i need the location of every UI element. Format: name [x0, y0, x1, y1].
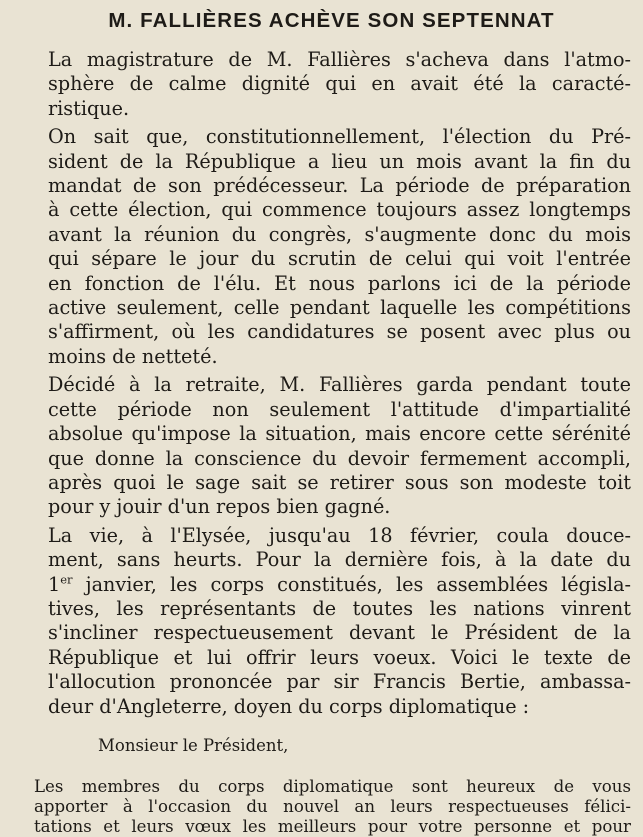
text-line: deur d'Angleterre, doyen du corps diplomatique : [48, 694, 530, 718]
article-body [26, 48, 631, 837]
paragraph-2 [26, 125, 631, 369]
article-title: M. FALLIÈRES ACHÈVE SON SEPTENNAT [108, 9, 555, 32]
date-ordinal: er [60, 572, 73, 587]
paragraph-3 [26, 373, 631, 519]
text-line: cette période non seulement l'attitude d'impartialité [48, 397, 631, 421]
paragraph-1 [26, 48, 631, 121]
text-line: l'allocution prononcée par sir Francis Bertie, ambassa- [48, 670, 631, 694]
text-line: La vie, à l'Elysée, jusqu'au 18 février, coula douce- [48, 523, 631, 547]
text-line: tives, les représentants de toutes les nations vinrent [48, 596, 631, 620]
text-line: active seulement, celle pendant laquelle les compétitions [48, 296, 631, 320]
text-line: sphère de calme dignité qui en avait été la caracté- [48, 72, 631, 96]
text-line: mandat de son prédécesseur. La période de préparation [48, 174, 631, 198]
date-number: 1 [48, 572, 61, 596]
text-line: On sait que, constitutionnellement, l'élection du Pré- [48, 125, 631, 149]
text-line-with-date [26, 573, 631, 597]
text-line: Décidé à la retraite, M. Fallières garda pendant toute [48, 373, 631, 397]
text-line: République et lui offrir leurs voeux. Voici le texte de [48, 645, 631, 669]
quote-line: apporter à l'occasion du nouvel an leurs respectueuses félici- [34, 796, 631, 816]
text-line: absolue qu'impose la situation, mais encore cette sérénité [48, 422, 631, 446]
text-line: ristique. [48, 96, 130, 120]
text-line: que donne la conscience du devoir fermement accompli, [48, 446, 631, 470]
text-line: sident de la République a lieu un mois avant la fin du [48, 149, 631, 173]
text-line: avant la réunion du congrès, s'augmente donc du mois [48, 222, 631, 246]
text-line: moins de netteté. [48, 344, 218, 368]
text-line: pour y jouir d'un repos bien gagné. [48, 495, 391, 519]
text-line: en fonction de l'élu. Et nous parlons ici de la période [48, 271, 631, 295]
text-line: à cette élection, qui commence toujours assez longtemps [48, 198, 631, 222]
paragraph-4 [26, 524, 631, 719]
text-line: s'affirment, où les candidatures se posent avec plus ou [48, 320, 631, 344]
text-line: qui sépare le jour du scrutin de celui qui voit l'entrée [48, 247, 631, 271]
text-line: s'incliner respectueusement devant le Président de la [48, 621, 631, 645]
text-line: La magistrature de M. Fallières s'acheva dans l'atmo- [48, 48, 631, 71]
text-line: ment, sans heurts. Pour la dernière fois, à la date du [48, 548, 631, 572]
quoted-letter [26, 777, 631, 837]
date-line-text: janvier, les corps constitués, les assemblées législa- [85, 572, 631, 596]
letter-salutation: Monsieur le Président, [98, 735, 289, 755]
text-line: après quoi le sage sait se retirer sous son modeste toit [48, 470, 631, 494]
quote-line: Les membres du corps diplomatique sont heureux de vous [34, 776, 631, 796]
quote-line: tations et leurs vœux les meilleurs pour votre personne et pour [34, 816, 631, 836]
